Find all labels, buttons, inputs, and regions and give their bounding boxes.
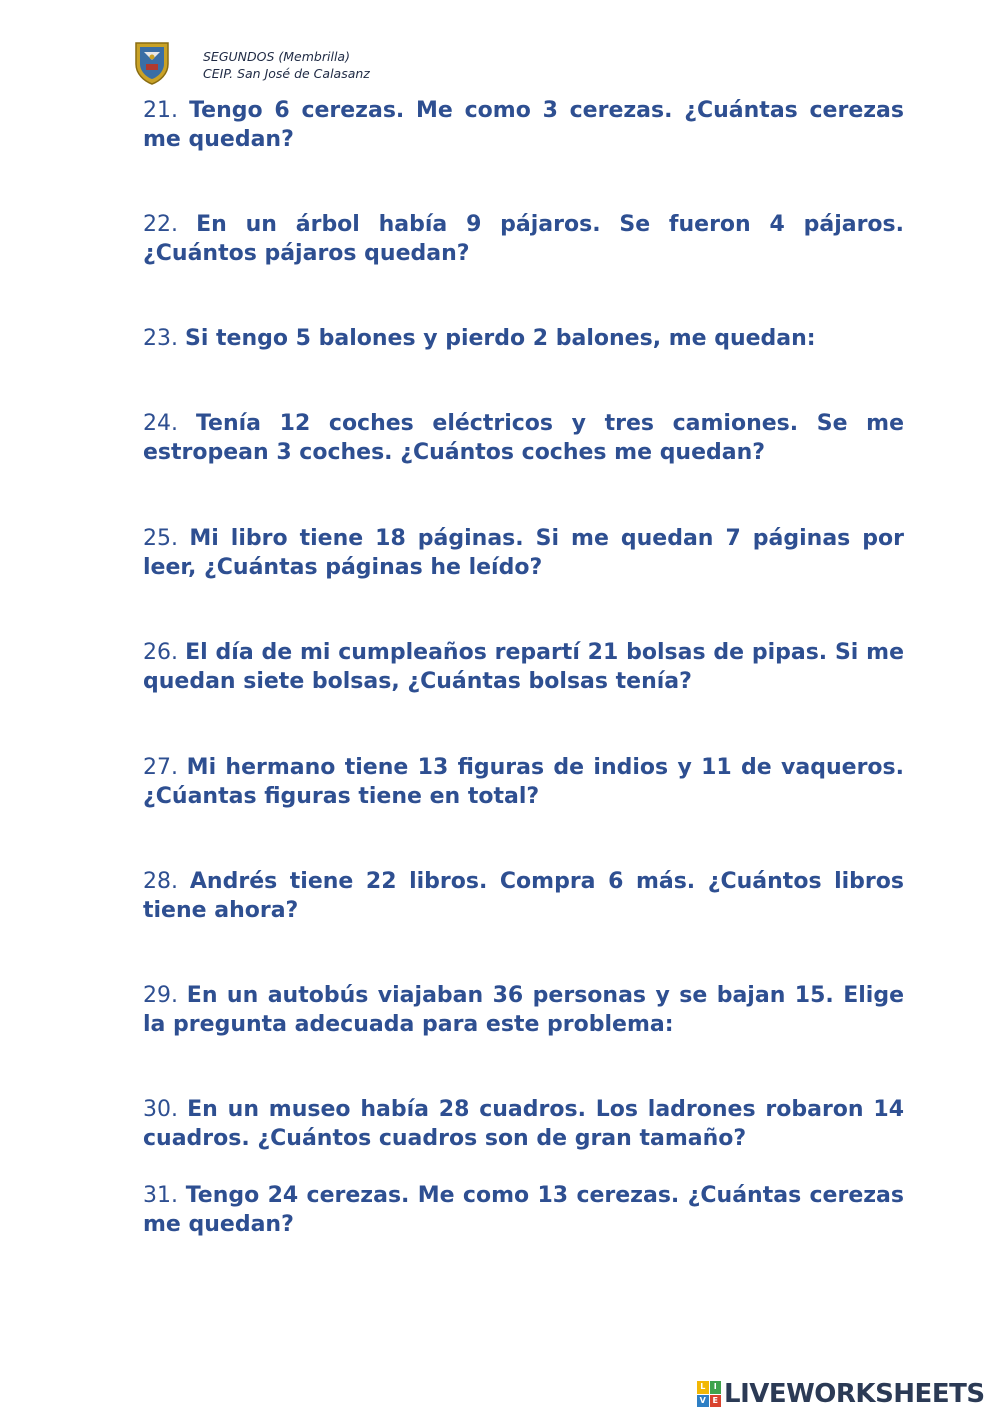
question-28 bbox=[143, 867, 904, 925]
school-crest-icon bbox=[132, 40, 172, 86]
question-29 bbox=[143, 981, 904, 1039]
question-25 bbox=[143, 524, 904, 582]
question-number: 29. bbox=[143, 983, 178, 1008]
question-31 bbox=[143, 1181, 904, 1239]
question-text: Tengo 24 cerezas. Me como 13 cerezas. ¿Cuántas cerezas me quedan? bbox=[143, 1183, 904, 1237]
liveworksheets-logo-icon bbox=[697, 1381, 721, 1407]
header-school-name: CEIP. San José de Calasanz bbox=[203, 66, 370, 81]
question-24 bbox=[143, 409, 904, 467]
question-number: 27. bbox=[143, 755, 178, 780]
logo-mark-letter: L bbox=[697, 1381, 709, 1394]
question-number: 28. bbox=[143, 869, 178, 894]
header-class-name: SEGUNDOS (Membrilla) bbox=[203, 49, 350, 64]
question-number: 31. bbox=[143, 1183, 178, 1208]
question-text: Mi hermano tiene 13 figuras de indios y 11 de vaqueros. ¿Cúantas figuras tiene en total? bbox=[143, 755, 904, 809]
question-text: El día de mi cumpleaños repartí 21 bolsas de pipas. Si me quedan siete bolsas, ¿Cuántas bolsas tenía? bbox=[143, 640, 905, 694]
question-text: En un árbol había 9 pájaros. Se fueron 4 pájaros. ¿Cuántos pájaros quedan? bbox=[143, 212, 904, 266]
question-text: Tengo 6 cerezas. Me como 3 cerezas. ¿Cuántas cerezas me quedan? bbox=[143, 98, 904, 152]
logo-text: LIVEWORKSHEETS bbox=[724, 1379, 985, 1409]
question-number: 25. bbox=[143, 526, 178, 551]
question-number: 24. bbox=[143, 411, 178, 436]
question-23 bbox=[143, 324, 904, 353]
question-30 bbox=[143, 1095, 904, 1153]
question-27 bbox=[143, 753, 904, 811]
question-number: 26. bbox=[143, 640, 178, 665]
question-text: Tenía 12 coches eléctricos y tres camiones. Se me estropean 3 coches. ¿Cuántos coches me quedan? bbox=[143, 411, 904, 465]
question-text: En un museo había 28 cuadros. Los ladrones robaron 14 cuadros. ¿Cuántos cuadros son de gran tamaño? bbox=[143, 1097, 904, 1151]
question-number: 21. bbox=[143, 98, 178, 123]
liveworksheets-logo[interactable] bbox=[697, 1379, 985, 1409]
question-text: Andrés tiene 22 libros. Compra 6 más. ¿Cuántos libros tiene ahora? bbox=[143, 869, 904, 923]
question-22 bbox=[143, 210, 904, 268]
question-text: Si tengo 5 balones y pierdo 2 balones, me quedan: bbox=[185, 326, 816, 351]
question-text: En un autobús viajaban 36 personas y se bajan 15. Elige la pregunta adecuada para este problema: bbox=[143, 983, 904, 1037]
question-number: 22. bbox=[143, 212, 178, 237]
logo-mark-letter: V bbox=[697, 1395, 709, 1408]
question-21 bbox=[143, 96, 904, 154]
question-number: 23. bbox=[143, 326, 178, 351]
question-number: 30. bbox=[143, 1097, 178, 1122]
logo-mark-letter: E bbox=[710, 1395, 722, 1408]
school-header bbox=[203, 48, 370, 82]
question-text: Mi libro tiene 18 páginas. Si me quedan 7 páginas por leer, ¿Cuántas páginas he leído? bbox=[143, 526, 904, 580]
question-26 bbox=[143, 638, 904, 696]
logo-mark-letter: I bbox=[710, 1381, 722, 1394]
